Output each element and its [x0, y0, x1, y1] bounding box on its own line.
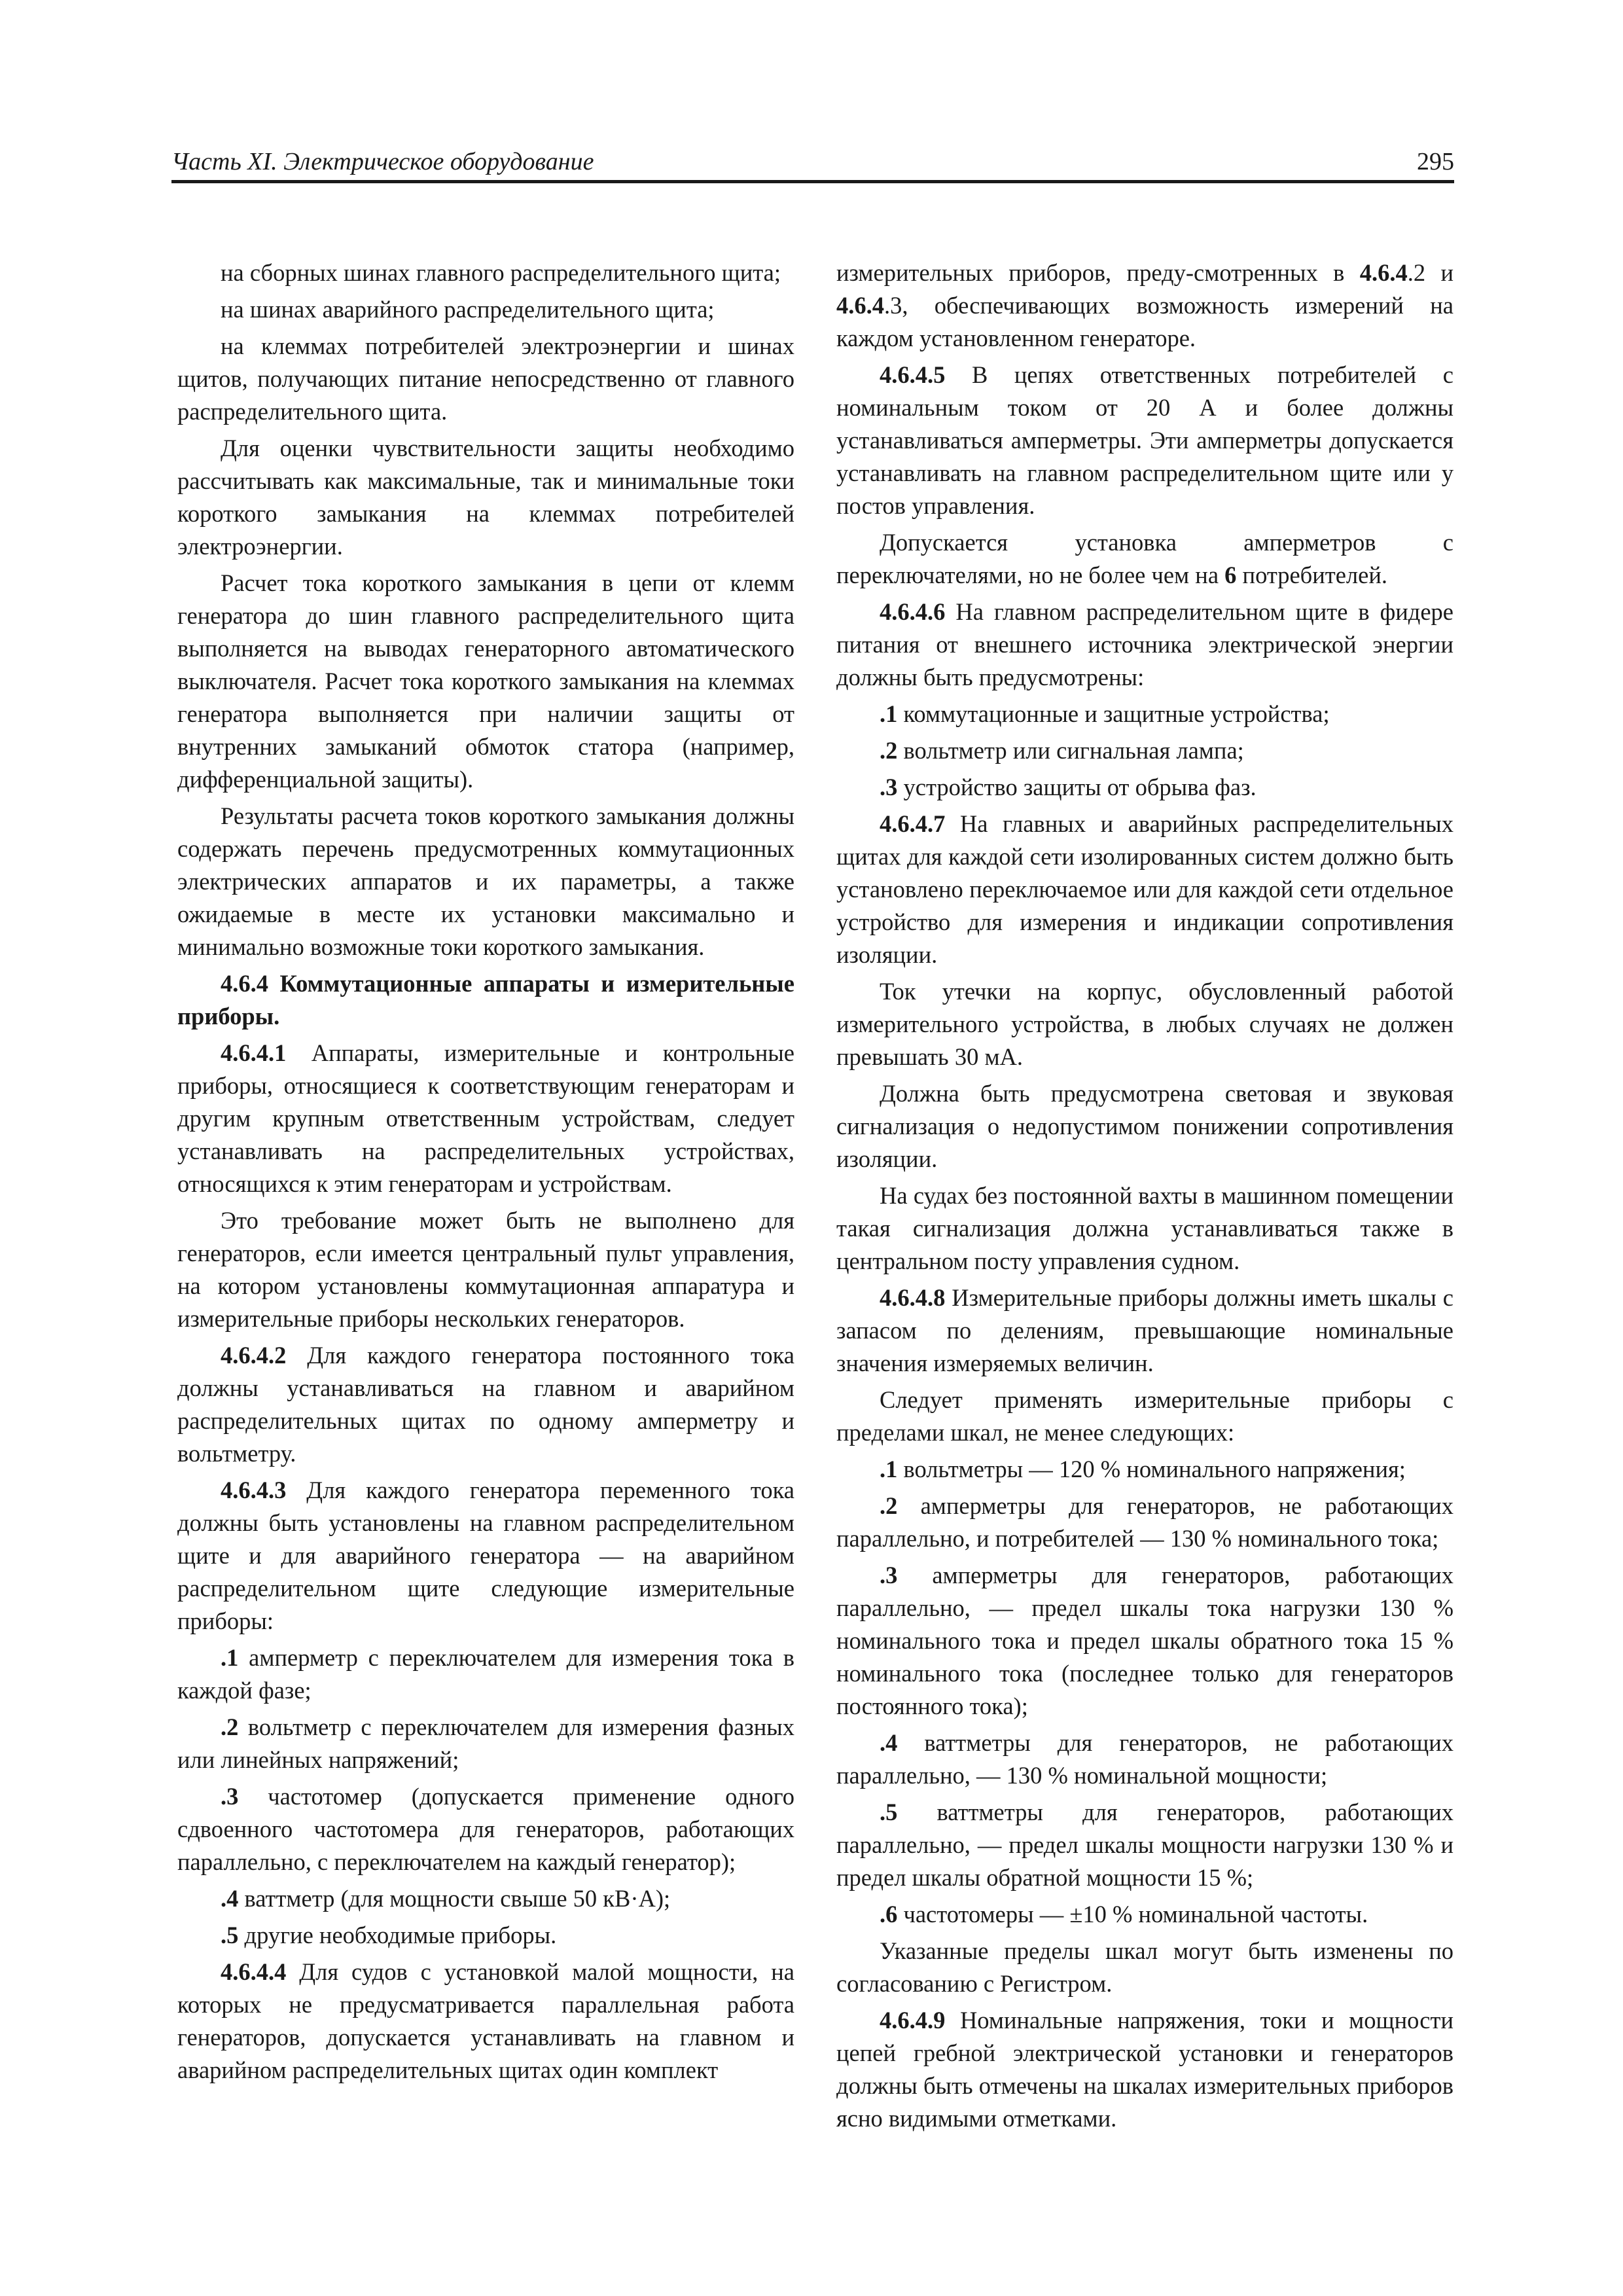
clause-text: В цепях ответственных потребителей с номинальным током от 20 А и более должны устанавливаться амперметры. Эти амперметры допускается устанавливать на главном распределительном щите или у постов управления.	[836, 361, 1454, 519]
paragraph: на клеммах потребителей электроэнергии и шинах щитов, получающих питание непосредственно от главного распределительного щита.	[177, 332, 794, 425]
paragraph	[177, 1339, 794, 1470]
paragraph	[836, 2004, 1454, 2135]
item-number: .2	[221, 1713, 239, 1740]
item-text: вольтметр с переключателем для измерения фазных или линейных напряжений;	[177, 1713, 794, 1773]
item-text: ваттметры для генераторов, работающих параллельно, — предел шкалы мощности нагрузки 130 % и предел шкалы обратной мощности 15 %;	[836, 1799, 1454, 1891]
clause-ref: 4.6.4	[836, 292, 884, 319]
paragraph	[836, 359, 1454, 522]
clause-text: Аппараты, измерительные и контрольные приборы, относящиеся к соответствующим генераторам и другим крупным ответственным устройствам, следует устанавливать на распределительных устройствах, относящихся к этим генераторам и устройствам.	[177, 1039, 794, 1197]
right-column	[836, 257, 1454, 2139]
paragraph: на шинах аварийного распределительного щита;	[221, 296, 715, 323]
item-number: .6	[880, 1901, 898, 1928]
paragraph: Результаты расчета токов короткого замыкания должны содержать перечень предусмотренных коммутационных электрических аппаратов и их параметры, а также ожидаемые в месте их установки максимально и минимально возможные токи короткого замыкания.	[177, 802, 794, 960]
clause-number: 4.6.4.1	[221, 1039, 287, 1066]
list-item	[177, 1780, 794, 1878]
list-item	[836, 698, 1454, 730]
clause-number: 4.6.4.3	[221, 1477, 287, 1503]
paragraph: Указанные пределы шкал могут быть изменены по согласованию с Регистром.	[836, 1937, 1454, 1997]
paragraph: Следует применять измерительные приборы с пределами шкал, не менее следующих:	[836, 1386, 1454, 1446]
clause-number: 4.6.4.9	[880, 2007, 946, 2034]
item-number: .1	[880, 1456, 898, 1482]
clause-text: Для каждого генератора постоянного тока должны устанавливаться на главном и аварийном распределительных щитах по одному амперметру и вольтметру.	[177, 1342, 794, 1467]
paragraph: Ток утечки на корпус, обусловленный работой измерительного устройства, в любых случаях не должен превышать 30 мА.	[836, 978, 1454, 1070]
list-item	[836, 1490, 1454, 1555]
item-number: .2	[880, 737, 898, 764]
paragraph: на сборных шинах главного распределительного щита;	[221, 259, 781, 286]
item-text: коммутационные и защитные устройства;	[897, 700, 1330, 727]
text-fragment: .2 и	[1407, 259, 1454, 286]
clause-number: 4.6.4.8	[880, 1284, 946, 1311]
list-item	[177, 1711, 794, 1776]
paragraph: Для оценки чувствительности защиты необходимо рассчитывать как максимальные, так и минимальные токи короткого замыкания на клеммах потребителей электроэнергии.	[177, 435, 794, 560]
item-text: устройство защиты от обрыва фаз.	[897, 774, 1257, 800]
text-fragment: измерительных приборов, преду-смотренных в	[836, 259, 1360, 286]
paragraph	[836, 596, 1454, 694]
list-item	[836, 1559, 1454, 1723]
header-title: Часть XI. Электрическое оборудование	[171, 148, 594, 175]
paragraph: На судах без постоянной вахты в машинном помещении такая сигнализация должна устанавливаться также в центральном посту управления судном.	[836, 1182, 1454, 1274]
list-item	[836, 771, 1454, 804]
item-number: .5	[880, 1799, 898, 1825]
item-text: вольтметр или сигнальная лампа;	[897, 737, 1244, 764]
clause-text: На главном распределительном щите в фидере питания от внешнего источника электрической энергии должны быть предусмотрены:	[836, 598, 1454, 691]
page-number: 295	[1417, 148, 1454, 175]
text-fragment: Допускается установка амперметров с переключателями, но не более чем на	[836, 529, 1454, 588]
list-item	[836, 1453, 1454, 1486]
clause-number: 4.6.4.5	[880, 361, 946, 388]
item-number: .1	[880, 700, 898, 727]
list-item	[836, 1727, 1454, 1792]
clause-number: 4.6.4.4	[221, 1958, 287, 1985]
clause-number: 4.6.4.6	[880, 598, 946, 625]
paragraph: Это требование может быть не выполнено для генераторов, если имеется центральный пульт управления, на котором установлены коммутационная аппаратура и измерительные приборы нескольких генераторов.	[177, 1207, 794, 1332]
list-item	[836, 734, 1454, 767]
item-number: .4	[880, 1729, 898, 1756]
clause-text: На главных и аварийных распределительных щитах для каждой сети изолированных систем должно быть установлено переключаемое или для каждой сети отдельное устройство для измерения и индикации сопротивления изоляции.	[836, 810, 1454, 968]
text-fragment: потребителей.	[1236, 562, 1388, 588]
paragraph	[836, 257, 1454, 355]
clause-text: Измерительные приборы должны иметь шкалы с запасом по делениям, превышающие номинальные значения измеряемых величин.	[836, 1284, 1454, 1376]
running-header	[171, 141, 1454, 183]
emphasis-number: 6	[1224, 562, 1237, 588]
paragraph: Расчет тока короткого замыкания в цепи от клемм генератора до шин главного распределительного щита выполняется на выводах генераторного автоматического выключателя. Расчет тока короткого замыкания на клеммах генератора выполняется при наличии защиты от внутренних замыканий обмоток статора (например, дифференциальной защиты).	[177, 569, 794, 793]
item-text: ваттметр (для мощности свыше 50 кВ·А);	[238, 1885, 671, 1912]
list-item	[836, 1898, 1454, 1931]
item-text: частотомер (допускается применение одного сдвоенного частотомера для генераторов, работающих параллельно, с переключателем на каждый генератор);	[177, 1783, 794, 1875]
item-number: .3	[221, 1783, 239, 1810]
item-text: амперметры для генераторов, работающих параллельно, — предел шкалы тока нагрузки 130 % номинального тока и предел шкалы обратного тока 15 % номинального тока (последнее только для генераторов постоянного тока);	[836, 1562, 1454, 1719]
item-text: ваттметры для генераторов, не работающих параллельно, — 130 % номинальной мощности;	[836, 1729, 1454, 1789]
clause-number: 4.6.4.7	[880, 810, 946, 837]
clause-text: Номинальные напряжения, токи и мощности цепей гребной электрической установки и генераторов должны быть отмечены на шкалах измерительных приборов ясно видимыми отметками.	[836, 2007, 1454, 2132]
list-item	[177, 1882, 794, 1915]
item-number: .3	[880, 1562, 898, 1588]
item-text: другие необходимые приборы.	[238, 1922, 557, 1948]
item-text: амперметр с переключателем для измерения тока в каждой фазе;	[177, 1644, 794, 1704]
paragraph	[177, 1037, 794, 1200]
paragraph: Должна быть предусмотрена световая и звуковая сигнализация о недопустимом понижении сопротивления изоляции.	[836, 1080, 1454, 1172]
clause-text: Для каждого генератора переменного тока должны быть установлены на главном распределительном щите и для аварийного генератора — на аварийном распределительном щите следующие измерительные приборы:	[177, 1477, 794, 1634]
list-item	[177, 1641, 794, 1707]
item-number: .2	[880, 1492, 898, 1519]
item-number: .1	[221, 1644, 239, 1671]
list-item	[177, 1919, 794, 1952]
clause-ref: 4.6.4	[1359, 259, 1408, 286]
text-fragment: .3, обеспечивающих возможность измерений на каждом установленном генераторе.	[836, 292, 1454, 351]
clause-number: 4.6.4.2	[221, 1342, 287, 1369]
left-column	[177, 257, 794, 2090]
paragraph	[836, 526, 1454, 592]
item-number: .5	[221, 1922, 239, 1948]
item-number: .4	[221, 1885, 239, 1912]
item-number: .3	[880, 774, 898, 800]
list-item	[836, 1796, 1454, 1894]
item-text: амперметры для генераторов, не работающих параллельно, и потребителей — 130 % номинального тока;	[836, 1492, 1454, 1552]
clause-text: Для судов с установкой малой мощности, на которых не предусматривается параллельная работа генераторов, допускается устанавливать на главном и аварийном распределительных щитах один комплект	[177, 1958, 794, 2083]
item-text: вольтметры — 120 % номинального напряжения;	[897, 1456, 1406, 1482]
paragraph	[177, 1956, 794, 2087]
paragraph	[836, 808, 1454, 971]
section-heading: 4.6.4 Коммутационные аппараты и измерительные приборы.	[177, 970, 794, 1030]
paragraph	[836, 1282, 1454, 1380]
paragraph	[177, 1474, 794, 1638]
item-text: частотомеры — ±10 % номинальной частоты.	[897, 1901, 1368, 1928]
